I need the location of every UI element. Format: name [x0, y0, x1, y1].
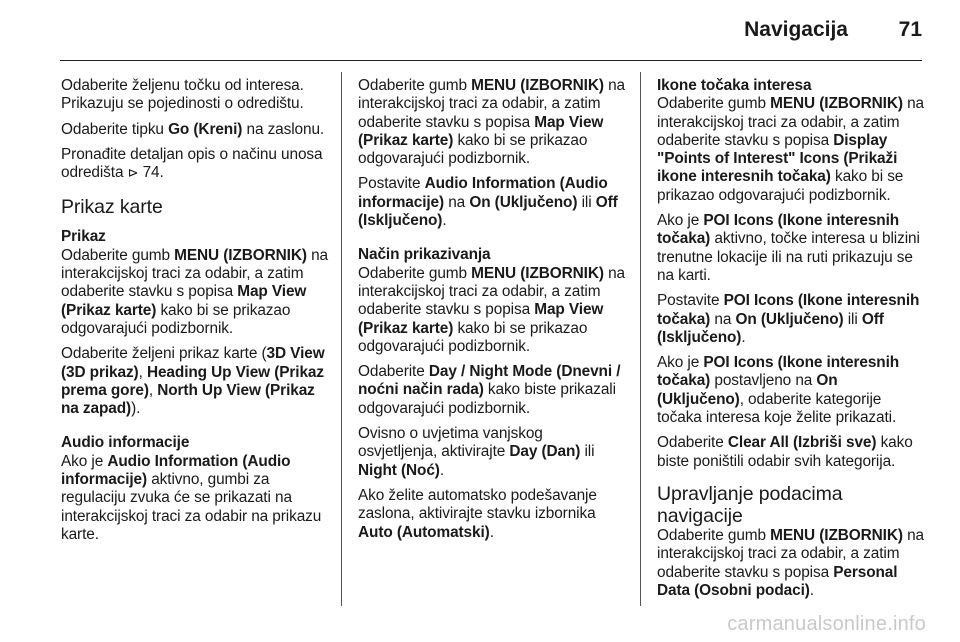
- paragraph: Odaberite željeni prikaz karte (3D View (3D prikaz), Heading Up View (Prikaz prema gore), North Up View (Prikaz na zapad)).: [61, 345, 325, 418]
- paragraph: Pronađite detaljan opis o načinu unosa odredišta ⊳ 74.: [61, 145, 323, 182]
- column-divider-1: [341, 72, 342, 606]
- cross-reference-page: 74.: [138, 164, 164, 182]
- page-number: 71: [898, 18, 922, 41]
- subheading-display-mode: Način prikazivanja: [358, 246, 491, 264]
- column-divider-2: [640, 72, 641, 606]
- paragraph: Odaberite gumb MENU (IZBORNIK) na interakcijskoj traci za odabir, a zatim odaberite stavku s popisa Map View (Prikaz karte) kako bi se prikazao odgovarajući podizbornik.: [358, 264, 625, 355]
- paragraph: Odaberite Clear All (Izbriši sve) kako biste poništili odabir svih kategorija.: [657, 434, 913, 470]
- subheading-view: Prikaz: [61, 228, 106, 246]
- paragraph: Postavite POI Icons (Ikone interesnih točaka) na On (Uključeno) ili Off (Isključeno).: [657, 292, 920, 346]
- subheading-audio-info: Audio informacije: [61, 434, 190, 452]
- section-title-navigation-data: Upravljanje podacima navigacije: [657, 482, 843, 527]
- paragraph: Odaberite gumb MENU (IZBORNIK) na interakcijskoj traci za odabir, a zatim odaberite stavku s popisa Display "Points of Interest" Icons (Prikaži ikone interesnih točaka) kako bi se prikazao odgovarajući podizbornik.: [657, 95, 924, 204]
- text-column-1: [61, 77, 331, 551]
- text-column-3: [657, 77, 927, 607]
- page-title: Navigacija: [744, 18, 848, 41]
- paragraph: Ako želite automatsko podešavanje zaslona, aktivirajte stavku izbornika Auto (Automatski).: [358, 486, 597, 541]
- subheading-poi-icons: Ikone točaka interesa: [657, 77, 812, 94]
- paragraph: Ako je POI Icons (Ikone interesnih točaka) aktivno, točke interesa u blizini trenutne lokacije ili na ruti prikazuju se na karti.: [657, 212, 920, 284]
- paragraph: Odaberite Day / Night Mode (Dnevni / noćni način rada) kako biste prikazali odgovarajući podizbornik.: [358, 363, 621, 417]
- watermark: carmanualsonline.info: [727, 613, 926, 635]
- paragraph: Postavite Audio Information (Audio informacije) na On (Uključeno) ili Off (Isključeno).: [358, 175, 618, 230]
- cross-reference-arrow-icon: ⊳: [127, 165, 139, 181]
- paragraph: Odaberite gumb MENU (IZBORNIK) na interakcijskoj traci za odabir, a zatim odaberite stavku s popisa Map View (Prikaz karte) kako bi se prikazao odgovarajući podizbornik.: [358, 77, 625, 168]
- paragraph: Ako je POI Icons (Ikone interesnih točaka) postavljeno na On (Uključeno), odaberite kategorije točaka interesa koje želite prikazati.: [657, 354, 900, 427]
- paragraph: Odaberite željenu točku od interesa. Prikazuju se pojedinosti o odredištu.: [61, 77, 304, 113]
- paragraph: Odaberite gumb MENU (IZBORNIK) na interakcijskoj traci za odabir, a zatim odaberite stavku s popisa Map View (Prikaz karte) kako bi se prikazao odgovarajući podizbornik.: [61, 246, 328, 337]
- header-rule: [60, 60, 922, 61]
- page-header: [0, 0, 960, 62]
- paragraph: Ako je Audio Information (Audio informacije) aktivno, gumbi za regulaciju zvuka će se prikazati na interakcijskoj traci za odabir na prikazu karte.: [61, 452, 322, 543]
- paragraph: Ovisno o uvjetima vanjskog osvjetljenja, aktivirajte Day (Dan) ili Night (Noć).: [358, 425, 595, 479]
- section-title-map-view: Prikaz karte: [61, 196, 163, 219]
- paragraph: Odaberite tipku Go (Kreni) na zaslonu.: [61, 120, 325, 138]
- text-column-2: [358, 77, 626, 549]
- paragraph: Odaberite gumb MENU (IZBORNIK) na interakcijskoj traci za odabir, a zatim odaberite stavku s popisa Personal Data (Osobni podaci).: [657, 526, 924, 599]
